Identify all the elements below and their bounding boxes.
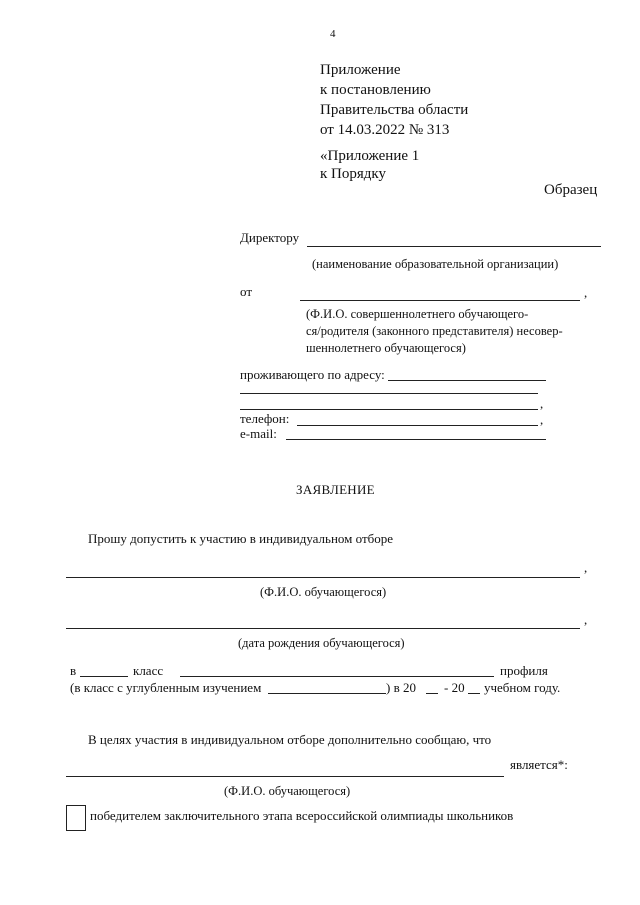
- director-line[interactable]: [307, 246, 601, 247]
- student-name-line-2[interactable]: [66, 776, 504, 777]
- phone-label: телефон:: [240, 411, 290, 426]
- olympiad-winner-label: победителем заключительного этапа всероссийской олимпиады школьников: [90, 808, 514, 823]
- appendix-line-5: «Приложение 1: [320, 148, 420, 164]
- profile-line[interactable]: [180, 676, 494, 677]
- year-end-line[interactable]: [468, 693, 480, 694]
- is-label: является*:: [510, 757, 568, 772]
- director-label: Директору: [240, 230, 300, 245]
- profile-word: профиля: [500, 663, 548, 678]
- birth-date-hint: (дата рождения обучающегося): [238, 636, 405, 650]
- page-number: 4: [330, 28, 336, 40]
- student-name-hint: (Ф.И.О. обучающегося): [260, 585, 387, 599]
- deep-study-end: ) в 20: [386, 680, 416, 695]
- org-hint: (наименование образовательной организации): [312, 257, 559, 271]
- birth-date-line[interactable]: [66, 628, 580, 629]
- additional-info-text: В целях участия в индивидуальном отборе дополнительно сообщаю, что: [88, 732, 492, 747]
- deep-study-start: (в класс с углубленным изучением: [70, 680, 262, 695]
- person-hint-line-1: (Ф.И.О. совершеннолетнего обучающего-: [306, 307, 529, 321]
- student-name-line[interactable]: [66, 577, 580, 578]
- from-line[interactable]: [300, 300, 580, 301]
- sample-label: Образец: [544, 182, 598, 198]
- year-start-line[interactable]: [426, 693, 438, 694]
- student-name-hint-2: (Ф.И.О. обучающегося): [224, 784, 351, 798]
- class-in-label: в: [70, 663, 77, 678]
- email-line[interactable]: [286, 439, 546, 440]
- address-comma: ,: [540, 396, 544, 411]
- from-label: от: [240, 284, 253, 299]
- class-word: класс: [133, 663, 164, 678]
- appendix-line-4: от 14.03.2022 № 313: [320, 122, 450, 138]
- person-hint-line-3: шеннолетнего обучающегося): [306, 341, 466, 355]
- appendix-line-6: к Порядку: [320, 166, 386, 182]
- address-line-1[interactable]: [388, 380, 546, 381]
- phone-comma: ,: [540, 412, 544, 427]
- student-name-comma: ,: [584, 560, 588, 575]
- request-text: Прошу допустить к участию в индивидуальном отборе: [88, 531, 394, 546]
- person-hint-line-2: ся/родителя (законного представителя) несовер-: [306, 324, 563, 338]
- class-number-line[interactable]: [80, 676, 128, 677]
- address-label: проживающего по адресу:: [240, 367, 385, 382]
- deep-study-line[interactable]: [268, 693, 386, 694]
- olympiad-winner-checkbox[interactable]: [66, 805, 86, 831]
- document-title: ЗАЯВЛЕНИЕ: [296, 482, 375, 497]
- year-dash: - 20: [444, 680, 465, 695]
- phone-line[interactable]: [297, 425, 538, 426]
- from-comma: ,: [584, 285, 588, 300]
- appendix-line-1: Приложение: [320, 62, 401, 78]
- appendix-line-3: Правительства области: [320, 102, 469, 118]
- birth-date-comma: ,: [584, 612, 588, 627]
- school-year-text: учебном году.: [484, 680, 561, 695]
- appendix-line-2: к постановлению: [320, 82, 431, 98]
- address-line-3[interactable]: [240, 409, 538, 410]
- email-label: e-mail:: [240, 426, 277, 441]
- address-line-2[interactable]: [240, 393, 538, 394]
